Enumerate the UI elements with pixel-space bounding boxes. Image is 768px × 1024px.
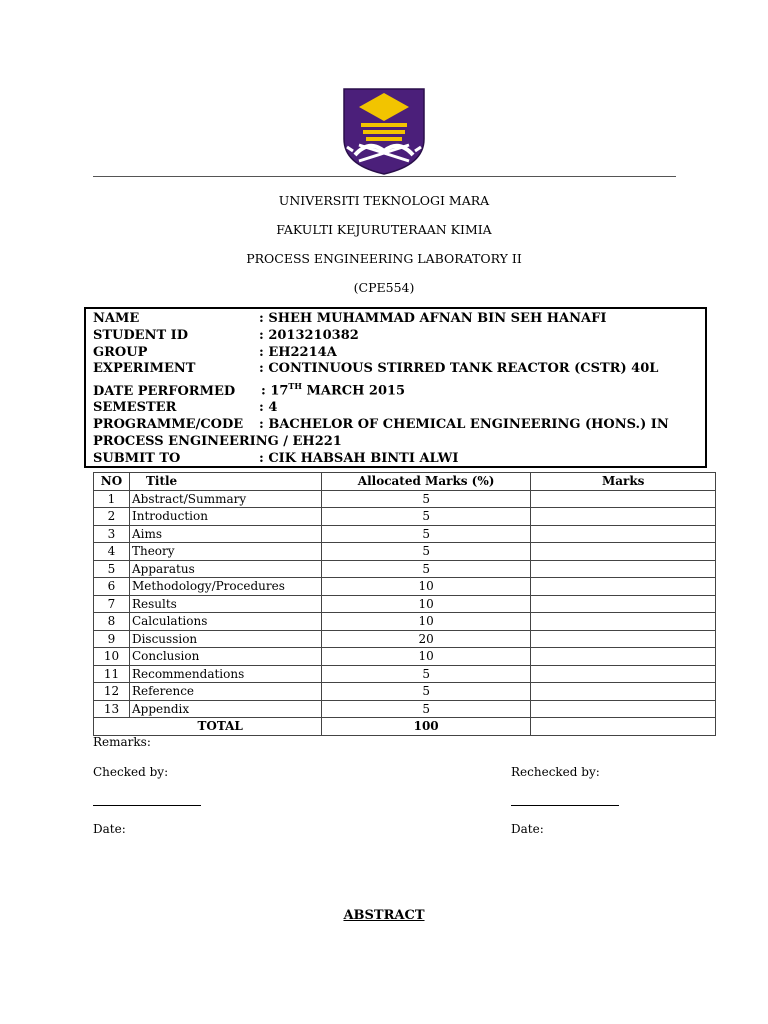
table-row (94, 683, 716, 701)
row-no: 4 (94, 543, 130, 561)
info-row-date (93, 378, 705, 400)
lab-name: PROCESS ENGINEERING LABORATORY II (246, 251, 522, 266)
name-value: : SHEH MUHAMMAD AFNAN BIN SEH HANAFI (259, 311, 607, 326)
programme-label: PROGRAMME/CODE (93, 417, 244, 433)
header-allocated: Allocated Marks (%) (321, 473, 531, 491)
date-left-label: Date: (93, 822, 126, 836)
row-marks (531, 648, 716, 666)
row-title: Recommendations (129, 665, 321, 683)
date-prefix: : 17 (261, 383, 289, 399)
info-row-submit (93, 451, 705, 468)
rechecked-by-label: Rechecked by: (511, 765, 600, 779)
row-title: Discussion (129, 630, 321, 648)
total-spacer (94, 718, 130, 736)
row-title: Results (129, 595, 321, 613)
row-allocated: 10 (321, 648, 531, 666)
date-suffix: TH (288, 381, 302, 392)
table-row (94, 525, 716, 543)
row-no: 9 (94, 630, 130, 648)
row-title: Methodology/Procedures (129, 578, 321, 596)
row-title: Appendix (129, 700, 321, 718)
date-right-label: Date: (511, 822, 544, 836)
row-no: 5 (94, 560, 130, 578)
row-no: 12 (94, 683, 130, 701)
semester-label: SEMESTER (93, 400, 177, 416)
table-header-row (94, 473, 716, 491)
row-marks (531, 595, 716, 613)
row-marks (531, 578, 716, 596)
table-row (94, 665, 716, 683)
info-row-semester (93, 400, 705, 417)
row-title: Abstract/Summary (129, 490, 321, 508)
name-label: NAME (93, 311, 140, 326)
date-label: DATE PERFORMED (93, 383, 236, 399)
header-title: Title (129, 473, 321, 491)
row-title: Apparatus (129, 560, 321, 578)
row-title: Introduction (129, 508, 321, 526)
row-allocated: 5 (321, 508, 531, 526)
total-label: TOTAL (129, 718, 321, 736)
experiment-value: : CONTINUOUS STIRRED TANK REACTOR (CSTR) 40L (259, 361, 659, 377)
programme-cont: PROCESS ENGINEERING / EH221 (93, 433, 342, 449)
table-row (94, 630, 716, 648)
row-allocated: 10 (321, 595, 531, 613)
remarks-label: Remarks: (93, 735, 151, 749)
row-no: 1 (94, 490, 130, 508)
row-no: 7 (94, 595, 130, 613)
faculty-name: FAKULTI KEJURUTERAAN KIMIA (276, 222, 492, 237)
group-value: : EH2214A (259, 344, 337, 360)
row-allocated: 5 (321, 560, 531, 578)
table-row (94, 560, 716, 578)
row-marks (531, 700, 716, 718)
student-id-label: STUDENT ID (93, 327, 189, 343)
table-row (94, 648, 716, 666)
row-no: 8 (94, 613, 130, 631)
course-code: (CPE554) (353, 280, 415, 295)
row-allocated: 10 (321, 613, 531, 631)
row-no: 3 (94, 525, 130, 543)
table-row (94, 613, 716, 631)
row-marks (531, 543, 716, 561)
checked-by-label: Checked by: (93, 765, 169, 779)
row-allocated: 5 (321, 543, 531, 561)
date-rest: MARCH 2015 (301, 383, 406, 399)
row-marks (531, 508, 716, 526)
info-row-student-id (93, 328, 705, 345)
row-no: 13 (94, 700, 130, 718)
row-marks (531, 683, 716, 701)
total-value: 100 (321, 718, 531, 736)
row-no: 6 (94, 578, 130, 596)
table-row (94, 700, 716, 718)
submit-label: SUBMIT TO (93, 450, 181, 466)
row-no: 11 (94, 665, 130, 683)
university-name: UNIVERSITI TEKNOLOGI MARA (278, 193, 490, 208)
row-no: 10 (94, 648, 130, 666)
row-allocated: 5 (321, 683, 531, 701)
header-no: NO (94, 473, 130, 491)
group-label: GROUP (93, 344, 148, 360)
table-row (94, 508, 716, 526)
row-marks (531, 613, 716, 631)
row-marks (531, 630, 716, 648)
rechecked-signature-line (511, 805, 619, 806)
row-allocated: 10 (321, 578, 531, 596)
marks-table (93, 472, 716, 736)
info-row-group (93, 345, 705, 362)
submit-value: : CIK HABSAH BINTI ALWI (259, 450, 459, 466)
info-row-programme-cont (93, 434, 705, 451)
header-divider (93, 176, 676, 177)
header-marks: Marks (531, 473, 716, 491)
row-title: Calculations (129, 613, 321, 631)
abstract-title: ABSTRACT (343, 908, 425, 923)
total-marks (531, 718, 716, 736)
info-row-name (93, 311, 705, 328)
row-allocated: 5 (321, 525, 531, 543)
total-row (94, 718, 716, 736)
row-marks (531, 560, 716, 578)
row-title: Conclusion (129, 648, 321, 666)
row-marks (531, 490, 716, 508)
row-title: Theory (129, 543, 321, 561)
row-allocated: 5 (321, 490, 531, 508)
table-row (94, 490, 716, 508)
row-allocated: 5 (321, 700, 531, 718)
checked-signature-line (93, 805, 201, 806)
table-row (94, 595, 716, 613)
row-allocated: 20 (321, 630, 531, 648)
programme-value: : BACHELOR OF CHEMICAL ENGINEERING (HONS.) IN (259, 417, 669, 433)
student-info-box (84, 307, 707, 468)
row-allocated: 5 (321, 665, 531, 683)
university-logo (343, 87, 425, 175)
row-no: 2 (94, 508, 130, 526)
row-marks (531, 525, 716, 543)
experiment-label: EXPERIMENT (93, 361, 196, 377)
info-row-programme (93, 417, 705, 434)
table-row (94, 543, 716, 561)
semester-value: : 4 (259, 400, 278, 416)
table-row (94, 578, 716, 596)
student-id-value: : 2013210382 (259, 327, 359, 343)
row-title: Reference (129, 683, 321, 701)
info-row-experiment (93, 361, 705, 378)
row-marks (531, 665, 716, 683)
row-title: Aims (129, 525, 321, 543)
